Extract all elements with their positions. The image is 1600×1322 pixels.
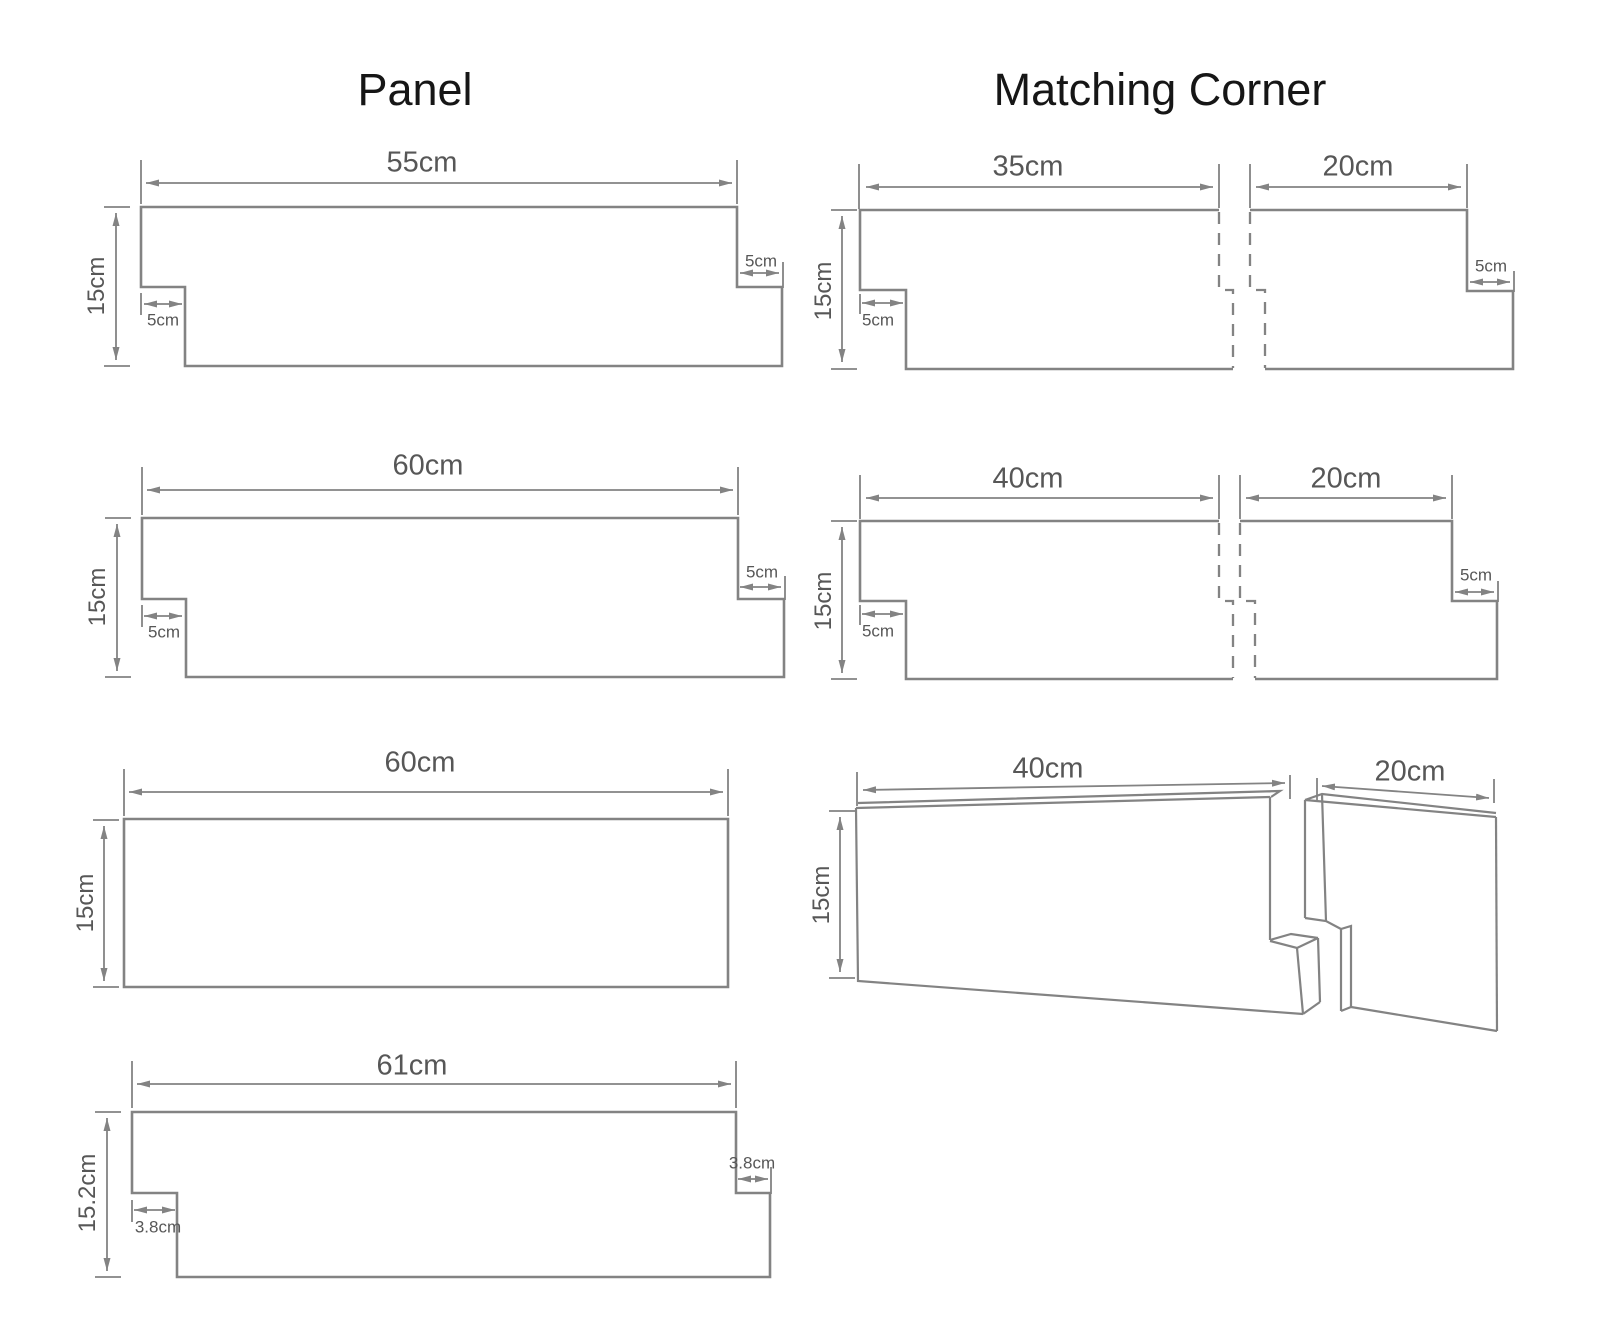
dim-label-notch: 5cm xyxy=(147,622,181,642)
dim-label-notch: 5cm xyxy=(745,562,779,582)
dim-label-notch: 5cm xyxy=(1474,256,1508,276)
panel-rectangle-60cm xyxy=(93,769,728,987)
dim-label-width: 55cm xyxy=(386,146,458,179)
panel-profile-61cm xyxy=(95,1061,771,1277)
dim-label-notch: 5cm xyxy=(861,621,895,641)
dim-label-width: 40cm xyxy=(992,462,1064,495)
corner-split-40-20 xyxy=(831,475,1498,679)
dim-label-notch: 3.8cm xyxy=(728,1153,776,1173)
dim-label-notch: 3.8cm xyxy=(134,1217,182,1237)
dim-label-height: 15cm xyxy=(810,261,837,321)
panel-column-title: Panel xyxy=(357,64,473,115)
dim-label-width: 35cm xyxy=(992,150,1064,183)
dim-label-height: 15cm xyxy=(808,865,835,925)
dim-label-width: 40cm xyxy=(1012,752,1084,785)
dim-label-width: 60cm xyxy=(384,746,456,779)
dim-label-notch: 5cm xyxy=(744,251,778,271)
dim-label-width: 20cm xyxy=(1310,462,1382,495)
dim-label-height: 15cm xyxy=(72,873,99,933)
panel-profile-55cm xyxy=(104,160,783,366)
dim-label-height: 15cm xyxy=(83,256,110,316)
dim-label-height: 15cm xyxy=(810,571,837,631)
dim-label-width: 20cm xyxy=(1374,755,1446,788)
dim-label-width: 20cm xyxy=(1322,150,1394,183)
dim-label-notch: 5cm xyxy=(861,310,895,330)
dim-label-height: 15.2cm xyxy=(74,1153,101,1233)
dim-label-width: 61cm xyxy=(376,1049,448,1082)
dim-label-height: 15cm xyxy=(84,567,111,627)
corner-column-title: Matching Corner xyxy=(993,64,1327,115)
dim-label-notch: 5cm xyxy=(1459,565,1493,585)
panel-profile-60cm xyxy=(105,467,785,677)
corner-split-35-20 xyxy=(831,164,1514,369)
corner-3d-40-20 xyxy=(829,772,1497,1031)
dim-label-width: 60cm xyxy=(392,449,464,482)
dim-label-notch: 5cm xyxy=(146,310,180,330)
